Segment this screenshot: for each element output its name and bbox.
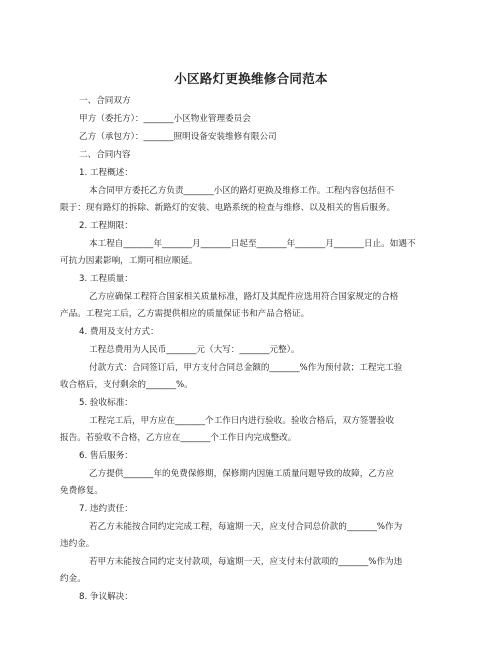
paragraph-line: 若甲方未能按合同约定支付款项，每逾期一天，应支付未付款项的_______%作为违 <box>89 557 403 567</box>
paragraph-line: 报告。若验收不合格，乙方应在_______个工作日内完成整改。 <box>60 433 297 443</box>
paragraph-line: 若乙方未能按合同约定完成工程，每逾期一天，应支付合同总价款的_______%作为 <box>89 522 403 532</box>
clause-heading-acceptance: 5. 验收标准： <box>79 398 133 408</box>
paragraph-line: 本工程自_______年_______月_______日起至_______年_______月_______日止。如遇不 <box>89 239 416 249</box>
paragraph-line: 付款方式：合同签订后，甲方支付合同总金额的_______%作为预付款；工程完工验 <box>89 363 403 373</box>
clause-heading-after-sales: 6. 售后服务： <box>79 451 133 461</box>
clause-heading-overview: 1. 工程概述： <box>79 168 133 178</box>
clause-heading-liability: 7. 违约责任： <box>79 504 133 514</box>
party-a-line: 甲方（委托方）：_______小区物业管理委员会 <box>79 114 251 124</box>
paragraph-line: 工程总费用为人民币_______元（大写：_______元整）。 <box>89 345 300 355</box>
paragraph-line: 本合同甲方委托乙方负责_______小区的路灯更换及维修工作。工程内容包括但不 <box>89 186 395 196</box>
paragraph-line: 可抗力因素影响，工期可相应顺延。 <box>60 256 198 266</box>
paragraph-line: 产品。工程完工后，乙方需提供相应的质量保证书和产品合格证。 <box>60 309 310 319</box>
clause-heading-period: 2. 工程期限： <box>79 221 133 231</box>
paragraph-line: 限于：现有路灯的拆除、新路灯的安装、电路系统的检查与维修、以及相关的售后服务。 <box>60 203 396 213</box>
paragraph-line: 违约金。 <box>60 539 95 549</box>
paragraph-line: 工程完工后，甲方应在_______个工作日内进行验收。验收合格后，双方签署验收 <box>89 416 395 426</box>
paragraph-line: 收合格后，支付剩余的_______%。 <box>60 380 193 390</box>
paragraph-line: 约金。 <box>60 574 86 584</box>
paragraph-line: 免费修复。 <box>60 486 103 496</box>
paragraph-line: 乙方提供_______年的免费保修期，保修期内因施工质量问题导致的故障，乙方应 <box>89 469 395 479</box>
clause-heading-payment: 4. 费用及支付方式： <box>79 327 159 337</box>
clause-heading-quality: 3. 工程质量： <box>79 274 133 284</box>
party-b-line: 乙方（承包方）：_______照明设备安装维修有限公司 <box>79 132 277 142</box>
paragraph-line: 乙方应确保工程符合国家相关质量标准，路灯及其配件应选用符合国家规定的合格 <box>89 292 399 302</box>
clause-heading-dispute: 8. 争议解决： <box>79 592 133 602</box>
document-title: 小区路灯更换维修合同范本 <box>174 71 328 86</box>
section-heading-content: 二、合同内容 <box>79 150 131 160</box>
section-heading-parties: 一、合同双方 <box>79 96 131 106</box>
